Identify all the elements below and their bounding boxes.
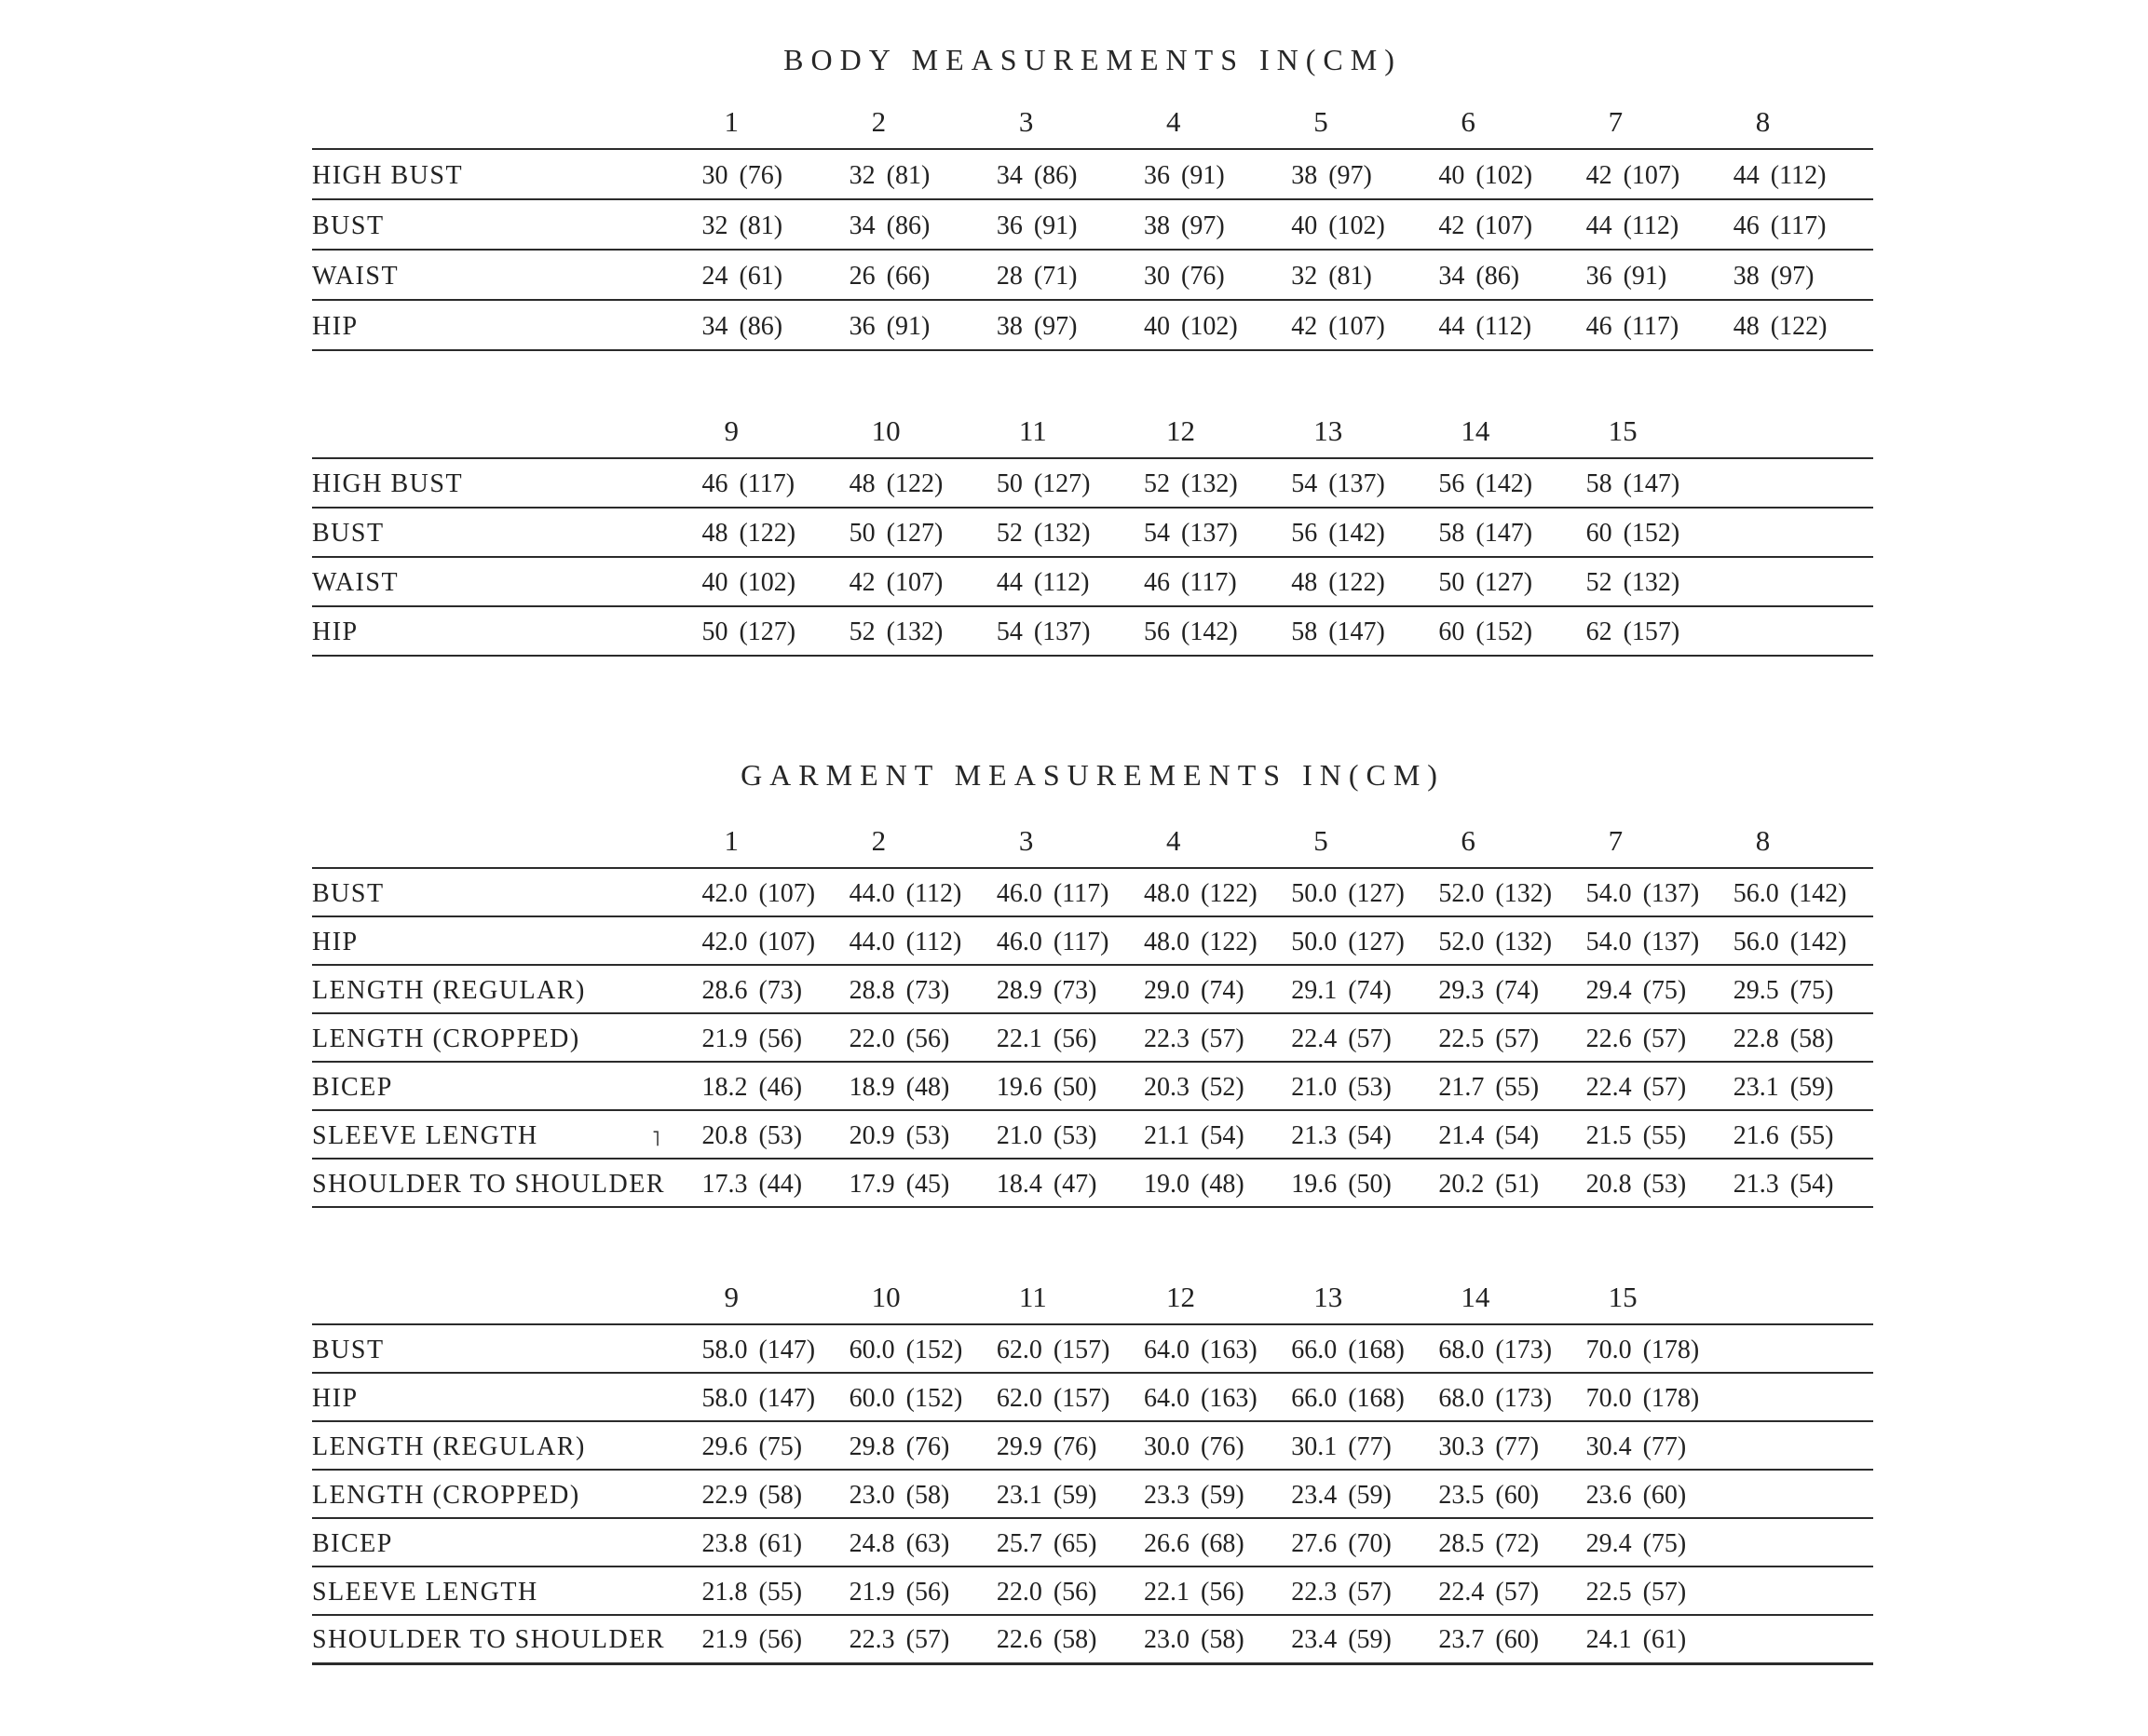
measurement-cell: 21.4 (54) — [1431, 1110, 1578, 1159]
measurement-cell: 42 (107) — [1579, 149, 1726, 199]
measurement-cell — [1726, 1324, 1873, 1373]
row-label: BUST — [312, 508, 694, 557]
measurement-cell: 21.0 (53) — [989, 1110, 1136, 1159]
measurement-cell: 54 (137) — [989, 606, 1136, 656]
measurement-row — [312, 250, 1873, 300]
measurement-cell: 28.5 (72) — [1431, 1518, 1578, 1566]
measurement-cell: 23.1 (59) — [989, 1470, 1136, 1518]
measurement-cell: 23.6 (60) — [1579, 1470, 1726, 1518]
row-label: HIP — [312, 606, 694, 656]
measurement-cell: 29.6 (75) — [694, 1421, 841, 1470]
measurement-cell: 21.9 (56) — [694, 1615, 841, 1663]
size-column-header: 13 — [1284, 406, 1431, 458]
measurement-cell: 44 (112) — [1726, 149, 1873, 199]
measurement-cell: 29.0 (74) — [1136, 965, 1284, 1013]
size-column-header: 1 — [694, 816, 841, 868]
size-column-header: 6 — [1431, 816, 1578, 868]
measurement-cell — [1726, 458, 1873, 508]
measurement-cell: 68.0 (173) — [1431, 1373, 1578, 1421]
measurement-cell: 23.4 (59) — [1284, 1615, 1431, 1663]
measurement-cell: 42 (107) — [1284, 300, 1431, 350]
row-label: HIP — [312, 916, 694, 965]
measurement-cell: 30.3 (77) — [1431, 1421, 1578, 1470]
measurement-cell: 38 (97) — [1136, 199, 1284, 250]
row-label: SLEEVE LENGTH — [312, 1110, 694, 1159]
row-label: BUST — [312, 1324, 694, 1373]
measurement-cell: 20.2 (51) — [1431, 1159, 1578, 1207]
garment-measurements-table-sizes-9-15 — [312, 1272, 1873, 1665]
measurement-cell: 23.3 (59) — [1136, 1470, 1284, 1518]
size-column-header: 2 — [842, 816, 989, 868]
size-column-header: 3 — [989, 97, 1136, 149]
measurement-cell: 44 (112) — [1579, 199, 1726, 250]
measurement-cell: 52 (132) — [1136, 458, 1284, 508]
measurement-row — [312, 868, 1873, 916]
measurement-row — [312, 1062, 1873, 1110]
measurement-cell: 48.0 (122) — [1136, 868, 1284, 916]
measurement-cell: 22.3 (57) — [842, 1615, 989, 1663]
measurement-cell: 48 (122) — [1726, 300, 1873, 350]
size-column-header: 12 — [1136, 1272, 1284, 1324]
row-label: LENGTH (REGULAR) — [312, 1421, 694, 1470]
measurement-cell: 62.0 (157) — [989, 1373, 1136, 1421]
measurement-row — [312, 916, 1873, 965]
measurement-cell — [1726, 1421, 1873, 1470]
measurement-cell: 19.6 (50) — [989, 1062, 1136, 1110]
size-column-header: 7 — [1579, 816, 1726, 868]
measurement-cell: 22.1 (56) — [1136, 1566, 1284, 1615]
measurement-cell: 64.0 (163) — [1136, 1324, 1284, 1373]
measurement-cell: 44.0 (112) — [842, 916, 989, 965]
size-column-header: 5 — [1284, 816, 1431, 868]
measurement-cell: 21.3 (54) — [1726, 1159, 1873, 1207]
measurement-row — [312, 1566, 1873, 1615]
measurement-row — [312, 1159, 1873, 1207]
measurement-row — [312, 1421, 1873, 1470]
measurement-cell: 42.0 (107) — [694, 868, 841, 916]
measurement-cell: 34 (86) — [694, 300, 841, 350]
measurement-cell: 23.4 (59) — [1284, 1470, 1431, 1518]
row-label: HIGH BUST — [312, 149, 694, 199]
measurement-cell: 44 (112) — [1431, 300, 1578, 350]
measurement-cell: 30 (76) — [694, 149, 841, 199]
measurement-cell: 42 (107) — [842, 557, 989, 606]
measurement-cell: 24.8 (63) — [842, 1518, 989, 1566]
measurement-cell: 52 (132) — [842, 606, 989, 656]
measurement-row — [312, 557, 1873, 606]
row-label: LENGTH (CROPPED) — [312, 1470, 694, 1518]
measurement-cell: 22.6 (58) — [989, 1615, 1136, 1663]
measurement-cell: 22.5 (57) — [1579, 1566, 1726, 1615]
measurement-cell: 48 (122) — [1284, 557, 1431, 606]
corner-cell — [312, 816, 694, 868]
measurement-cell: 29.9 (76) — [989, 1421, 1136, 1470]
measurement-cell: 22.6 (57) — [1579, 1013, 1726, 1062]
measurement-cell: 34 (86) — [842, 199, 989, 250]
measurement-cell — [1726, 1566, 1873, 1615]
measurement-cell: 32 (81) — [842, 149, 989, 199]
measurement-cell: 22.4 (57) — [1431, 1566, 1578, 1615]
measurement-cell: 22.0 (56) — [989, 1566, 1136, 1615]
size-header-row — [312, 1272, 1873, 1324]
measurement-cell: 25.7 (65) — [989, 1518, 1136, 1566]
measurement-cell: 22.1 (56) — [989, 1013, 1136, 1062]
body-measurements-table-sizes-9-15 — [312, 406, 1873, 657]
body-measurements-title: BODY MEASUREMENTS IN(CM) — [783, 43, 1402, 76]
measurement-cell: 68.0 (173) — [1431, 1324, 1578, 1373]
size-column-header: 11 — [989, 406, 1136, 458]
size-column-header: 14 — [1431, 1272, 1578, 1324]
measurement-row — [312, 1324, 1873, 1373]
size-column-header: 15 — [1579, 406, 1726, 458]
measurement-cell: 17.9 (45) — [842, 1159, 989, 1207]
measurement-cell: 21.7 (55) — [1431, 1062, 1578, 1110]
measurement-cell: 50.0 (127) — [1284, 916, 1431, 965]
measurement-cell: 54.0 (137) — [1579, 916, 1726, 965]
measurement-cell: 30.4 (77) — [1579, 1421, 1726, 1470]
measurement-cell: 62.0 (157) — [989, 1324, 1136, 1373]
size-column-header: 11 — [989, 1272, 1136, 1324]
measurement-cell: 54 (137) — [1136, 508, 1284, 557]
measurement-row — [312, 1373, 1873, 1421]
measurement-cell: 50.0 (127) — [1284, 868, 1431, 916]
measurement-cell: 22.3 (57) — [1136, 1013, 1284, 1062]
row-label: BICEP — [312, 1518, 694, 1566]
measurement-table — [312, 816, 1873, 1208]
measurement-cell: 60 (152) — [1431, 606, 1578, 656]
measurement-row — [312, 1013, 1873, 1062]
measurement-cell: 26.6 (68) — [1136, 1518, 1284, 1566]
row-label: SHOULDER TO SHOULDER — [312, 1615, 694, 1663]
size-column-header: 5 — [1284, 97, 1431, 149]
size-column-header: 6 — [1431, 97, 1578, 149]
measurement-cell: 34 (86) — [1431, 250, 1578, 300]
measurement-cell: 28.6 (73) — [694, 965, 841, 1013]
size-header-row — [312, 816, 1873, 868]
measurement-cell: 58 (147) — [1431, 508, 1578, 557]
measurement-cell — [1726, 557, 1873, 606]
measurement-cell: 22.4 (57) — [1284, 1013, 1431, 1062]
measurement-cell: 36 (91) — [989, 199, 1136, 250]
measurement-cell: 34 (86) — [989, 149, 1136, 199]
row-label: SHOULDER TO SHOULDER — [312, 1159, 694, 1207]
measurement-cell: 58 (147) — [1579, 458, 1726, 508]
measurement-cell: 19.0 (48) — [1136, 1159, 1284, 1207]
measurement-cell: 42.0 (107) — [694, 916, 841, 965]
measurement-cell: 18.2 (46) — [694, 1062, 841, 1110]
measurement-row — [312, 508, 1873, 557]
measurement-cell: 29.8 (76) — [842, 1421, 989, 1470]
measurement-cell: 21.0 (53) — [1284, 1062, 1431, 1110]
size-header-row — [312, 406, 1873, 458]
measurement-table — [312, 406, 1873, 657]
measurement-cell: 28.8 (73) — [842, 965, 989, 1013]
measurement-cell: 21.6 (55) — [1726, 1110, 1873, 1159]
measurement-cell: 58.0 (147) — [694, 1373, 841, 1421]
measurement-cell: 36 (91) — [1579, 250, 1726, 300]
measurement-cell: 52.0 (132) — [1431, 868, 1578, 916]
measurement-cell: 46 (117) — [694, 458, 841, 508]
row-label: HIP — [312, 1373, 694, 1421]
measurement-cell: 21.3 (54) — [1284, 1110, 1431, 1159]
size-header-row — [312, 97, 1873, 149]
measurement-cell: 56 (142) — [1284, 508, 1431, 557]
measurement-cell: 23.5 (60) — [1431, 1470, 1578, 1518]
measurement-cell: 66.0 (168) — [1284, 1324, 1431, 1373]
measurement-cell: 70.0 (178) — [1579, 1373, 1726, 1421]
measurement-cell: 32 (81) — [1284, 250, 1431, 300]
measurement-cell: 56.0 (142) — [1726, 916, 1873, 965]
measurement-cell: 46 (117) — [1136, 557, 1284, 606]
measurement-cell: 24 (61) — [694, 250, 841, 300]
measurement-cell: 30 (76) — [1136, 250, 1284, 300]
measurement-cell — [1726, 1615, 1873, 1663]
measurement-cell: 30.0 (76) — [1136, 1421, 1284, 1470]
measurement-cell: 38 (97) — [1726, 250, 1873, 300]
size-column-header: 10 — [842, 406, 989, 458]
row-label: LENGTH (CROPPED) — [312, 1013, 694, 1062]
measurement-cell: 48 (122) — [694, 508, 841, 557]
size-column-header: 12 — [1136, 406, 1284, 458]
measurement-cell: 26 (66) — [842, 250, 989, 300]
size-column-header: 1 — [694, 97, 841, 149]
measurement-cell: 22.5 (57) — [1431, 1013, 1578, 1062]
size-column-header: 8 — [1726, 816, 1873, 868]
measurement-cell: 42 (107) — [1431, 199, 1578, 250]
measurement-row — [312, 1615, 1873, 1663]
garment-measurements-title: GARMENT MEASUREMENTS IN(CM) — [741, 758, 1445, 792]
row-label: BUST — [312, 199, 694, 250]
measurement-cell: 48.0 (122) — [1136, 916, 1284, 965]
measurement-cell: 20.3 (52) — [1136, 1062, 1284, 1110]
measurement-cell: 23.8 (61) — [694, 1518, 841, 1566]
measurement-cell — [1726, 508, 1873, 557]
measurement-cell — [1726, 1470, 1873, 1518]
measurement-cell: 28.9 (73) — [989, 965, 1136, 1013]
size-column-header: 4 — [1136, 816, 1284, 868]
measurement-row — [312, 1470, 1873, 1518]
measurement-cell: 54.0 (137) — [1579, 868, 1726, 916]
measurement-row — [312, 300, 1873, 350]
measurement-row — [312, 1518, 1873, 1566]
measurement-cell: 23.0 (58) — [1136, 1615, 1284, 1663]
measurement-cell: 38 (97) — [1284, 149, 1431, 199]
measurement-row — [312, 606, 1873, 656]
measurement-cell: 21.1 (54) — [1136, 1110, 1284, 1159]
measurement-cell: 60.0 (152) — [842, 1373, 989, 1421]
size-column-header — [1726, 1272, 1873, 1324]
corner-cell — [312, 97, 694, 149]
row-label: LENGTH (REGULAR) — [312, 965, 694, 1013]
measurement-cell: 40 (102) — [1136, 300, 1284, 350]
measurement-cell: 50 (127) — [842, 508, 989, 557]
measurement-cell: 52.0 (132) — [1431, 916, 1578, 965]
measurement-cell — [1726, 606, 1873, 656]
measurement-cell: 32 (81) — [694, 199, 841, 250]
measurement-cell: 22.0 (56) — [842, 1013, 989, 1062]
measurement-cell: 60.0 (152) — [842, 1324, 989, 1373]
measurement-cell: 17.3 (44) — [694, 1159, 841, 1207]
measurement-cell: 46.0 (117) — [989, 916, 1136, 965]
measurement-cell: 62 (157) — [1579, 606, 1726, 656]
measurement-cell: 50 (127) — [1431, 557, 1578, 606]
row-label: WAIST — [312, 250, 694, 300]
measurement-cell: 40 (102) — [694, 557, 841, 606]
measurement-cell: 56 (142) — [1136, 606, 1284, 656]
measurement-cell — [1726, 1518, 1873, 1566]
measurement-cell: 29.5 (75) — [1726, 965, 1873, 1013]
measurement-cell: 66.0 (168) — [1284, 1373, 1431, 1421]
size-column-header: 4 — [1136, 97, 1284, 149]
measurement-cell: 30.1 (77) — [1284, 1421, 1431, 1470]
measurement-cell: 20.9 (53) — [842, 1110, 989, 1159]
size-column-header: 14 — [1431, 406, 1578, 458]
measurement-cell: 70.0 (178) — [1579, 1324, 1726, 1373]
measurement-cell: 64.0 (163) — [1136, 1373, 1284, 1421]
measurement-cell: 23.7 (60) — [1431, 1615, 1578, 1663]
measurement-cell: 52 (132) — [989, 508, 1136, 557]
row-label: HIGH BUST — [312, 458, 694, 508]
measurement-cell: 24.1 (61) — [1579, 1615, 1726, 1663]
measurement-cell: 22.4 (57) — [1579, 1062, 1726, 1110]
measurement-cell: 56.0 (142) — [1726, 868, 1873, 916]
size-column-header: 8 — [1726, 97, 1873, 149]
measurement-cell: 29.4 (75) — [1579, 1518, 1726, 1566]
measurement-row — [312, 149, 1873, 199]
size-column-header: 15 — [1579, 1272, 1726, 1324]
measurement-row — [312, 199, 1873, 250]
measurement-row — [312, 458, 1873, 508]
measurement-cell: 18.4 (47) — [989, 1159, 1136, 1207]
measurement-cell: 18.9 (48) — [842, 1062, 989, 1110]
measurement-cell: 44 (112) — [989, 557, 1136, 606]
row-label: HIP — [312, 300, 694, 350]
corner-cell — [312, 406, 694, 458]
measurement-cell: 40 (102) — [1431, 149, 1578, 199]
measurement-cell: 46 (117) — [1579, 300, 1726, 350]
measurement-cell: 21.8 (55) — [694, 1566, 841, 1615]
size-column-header: 2 — [842, 97, 989, 149]
measurement-row — [312, 1110, 1873, 1159]
measurement-cell: 22.9 (58) — [694, 1470, 841, 1518]
body-measurements-table-sizes-1-8 — [312, 97, 1873, 351]
measurement-cell: 28 (71) — [989, 250, 1136, 300]
measurement-cell: 19.6 (50) — [1284, 1159, 1431, 1207]
measurement-cell: 36 (91) — [842, 300, 989, 350]
measurement-cell: 40 (102) — [1284, 199, 1431, 250]
measurement-row — [312, 965, 1873, 1013]
measurement-cell: 60 (152) — [1579, 508, 1726, 557]
size-column-header — [1726, 406, 1873, 458]
measurement-cell: 29.1 (74) — [1284, 965, 1431, 1013]
measurement-cell: 50 (127) — [694, 606, 841, 656]
measurement-cell: 29.3 (74) — [1431, 965, 1578, 1013]
size-column-header: 9 — [694, 1272, 841, 1324]
corner-cell — [312, 1272, 694, 1324]
measurement-cell: 58.0 (147) — [694, 1324, 841, 1373]
measurement-cell: 21.5 (55) — [1579, 1110, 1726, 1159]
row-label: BICEP — [312, 1062, 694, 1110]
measurement-cell: 21.9 (56) — [842, 1566, 989, 1615]
row-label: BUST — [312, 868, 694, 916]
row-label: WAIST — [312, 557, 694, 606]
size-column-header: 13 — [1284, 1272, 1431, 1324]
size-column-header: 10 — [842, 1272, 989, 1324]
stray-mark: ˥ — [652, 1127, 660, 1150]
measurement-cell: 20.8 (53) — [694, 1110, 841, 1159]
measurement-table — [312, 97, 1873, 351]
measurement-cell: 44.0 (112) — [842, 868, 989, 916]
measurement-cell: 50 (127) — [989, 458, 1136, 508]
measurement-cell: 54 (137) — [1284, 458, 1431, 508]
size-column-header: 3 — [989, 816, 1136, 868]
measurement-cell: 29.4 (75) — [1579, 965, 1726, 1013]
garment-measurements-table-sizes-1-8 — [312, 816, 1873, 1208]
measurement-cell: 56 (142) — [1431, 458, 1578, 508]
measurement-cell: 23.1 (59) — [1726, 1062, 1873, 1110]
size-column-header: 7 — [1579, 97, 1726, 149]
measurement-cell: 58 (147) — [1284, 606, 1431, 656]
size-column-header: 9 — [694, 406, 841, 458]
measurement-cell: 52 (132) — [1579, 557, 1726, 606]
measurement-cell: 21.9 (56) — [694, 1013, 841, 1062]
measurement-cell — [1726, 1373, 1873, 1421]
measurement-cell: 46.0 (117) — [989, 868, 1136, 916]
measurement-cell: 36 (91) — [1136, 149, 1284, 199]
measurement-cell: 48 (122) — [842, 458, 989, 508]
measurement-cell: 27.6 (70) — [1284, 1518, 1431, 1566]
measurement-cell: 22.3 (57) — [1284, 1566, 1431, 1615]
row-label: SLEEVE LENGTH — [312, 1566, 694, 1615]
measurement-cell: 20.8 (53) — [1579, 1159, 1726, 1207]
measurement-cell: 23.0 (58) — [842, 1470, 989, 1518]
measurement-cell: 38 (97) — [989, 300, 1136, 350]
measurement-table — [312, 1272, 1873, 1665]
measurement-cell: 22.8 (58) — [1726, 1013, 1873, 1062]
measurement-cell: 46 (117) — [1726, 199, 1873, 250]
